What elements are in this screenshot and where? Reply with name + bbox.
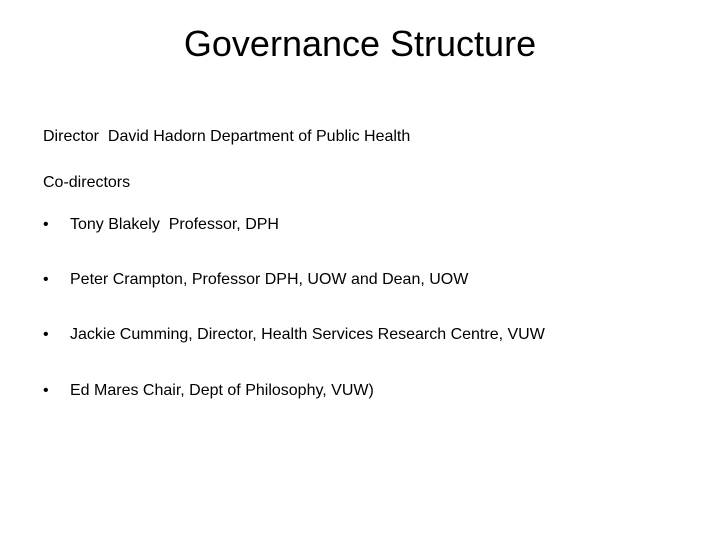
codirector-list-item: [43, 381, 374, 401]
codirector-list-item: [43, 325, 545, 345]
codirector-text: Tony Blakely Professor, DPH: [70, 216, 279, 233]
director-line: Director David Hadorn Department of Public Health: [43, 128, 411, 145]
codirector-list-item: [43, 215, 279, 235]
bullet-icon: •: [43, 326, 49, 343]
codirector-text: Ed Mares Chair, Dept of Philosophy, VUW): [70, 382, 374, 399]
bullet-icon: •: [43, 271, 49, 288]
bullet-icon: •: [43, 216, 49, 233]
slide-title: Governance Structure: [183, 23, 537, 64]
codirectors-label: Co-directors: [43, 174, 131, 191]
codirector-text: Jackie Cumming, Director, Health Services Research Centre, VUW: [70, 326, 545, 343]
bullet-icon: •: [43, 382, 49, 399]
codirector-list-item: [43, 270, 469, 290]
codirector-text: Peter Crampton, Professor DPH, UOW and Dean, UOW: [70, 271, 469, 288]
